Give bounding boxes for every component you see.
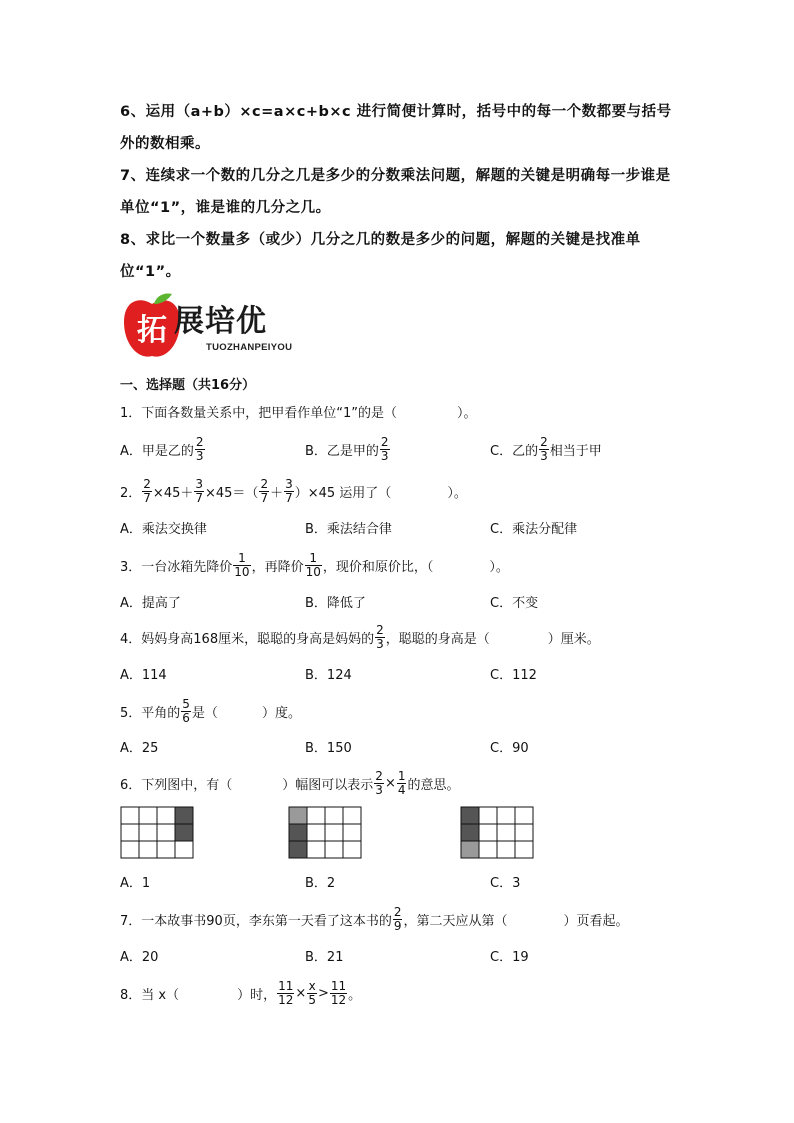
grid-cell bbox=[479, 807, 497, 824]
q1-option-b[interactable]: B．乙是甲的 $\frac{2}{3}$ bbox=[305, 434, 389, 463]
tip-6: 6、运用（a+b）×c=a×c+b×c 进行简便计算时，括号中的每一个数都要与括号外的数相乘。 bbox=[120, 104, 672, 152]
grid-cell-shaded bbox=[461, 841, 479, 858]
grid-cell bbox=[139, 841, 157, 858]
q3-option-c[interactable]: C．不变 bbox=[490, 595, 539, 611]
grid-cell bbox=[307, 841, 325, 858]
q6-figure-1 bbox=[120, 806, 196, 862]
grid-cell-shaded bbox=[289, 824, 307, 841]
grid-cell-shaded bbox=[461, 807, 479, 824]
q4-option-a[interactable]: A．114 bbox=[120, 667, 167, 683]
question-8: 8．当 x（ ）时， $\frac{11}{12}$ × $\frac{x}{5}$ > $\frac{11}{12}$ 。 bbox=[120, 978, 362, 1007]
q6-option-a[interactable]: A．1 bbox=[120, 875, 151, 891]
q2-option-c[interactable]: C．乘法分配律 bbox=[490, 521, 578, 537]
q2-option-a[interactable]: A．乘法交换律 bbox=[120, 521, 207, 537]
q6-figure-2 bbox=[288, 806, 364, 862]
q6-figure-3 bbox=[460, 806, 536, 862]
question-1: 1．下面各数量关系中，把甲看作单位“1”的是（ ）。 bbox=[120, 405, 477, 421]
logo-subtitle: TUOZHANPEIYOU bbox=[206, 342, 293, 353]
q4-option-b[interactable]: B．124 bbox=[305, 667, 352, 683]
grid-cell bbox=[139, 824, 157, 841]
logo-title: 展培优 bbox=[174, 304, 267, 339]
q5-option-b[interactable]: B．150 bbox=[305, 740, 352, 756]
q6-option-c[interactable]: C．3 bbox=[490, 875, 521, 891]
brand-logo bbox=[122, 290, 312, 362]
grid-cell bbox=[479, 824, 497, 841]
question-6: 6．下列图中，有（ ）幅图可以表示 $\frac{2}{3}$ × $\frac{1}{4}$ 的意思。 bbox=[120, 768, 460, 797]
q7-option-c[interactable]: C．19 bbox=[490, 949, 529, 965]
svg-text:拓: 拓 bbox=[137, 313, 167, 348]
q1-option-c[interactable]: C．乙的 $\frac{2}{3}$ 相当于甲 bbox=[490, 434, 602, 463]
q3-option-a[interactable]: A．提高了 bbox=[120, 595, 181, 611]
q7-option-a[interactable]: A．20 bbox=[120, 949, 159, 965]
grid-cell bbox=[497, 841, 515, 858]
question-4: 4．妈妈身高168厘米，聪聪的身高是妈妈的 $\frac{2}{3}$ ，聪聪的身高是（ ）厘米。 bbox=[120, 622, 600, 651]
tip-8: 8、求比一个数量多（或少）几分之几的数是多少的问题，解题的关键是找准单位“1”。 bbox=[120, 232, 641, 280]
grid-cell bbox=[307, 807, 325, 824]
grid-cell bbox=[325, 841, 343, 858]
grid-cell bbox=[515, 841, 533, 858]
q6-option-b[interactable]: B．2 bbox=[305, 875, 336, 891]
question-5: 5．平角的 $\frac{5}{6}$ 是（ ）度。 bbox=[120, 696, 301, 725]
grid-cell bbox=[343, 841, 361, 858]
grid-cell bbox=[307, 824, 325, 841]
q1-option-a[interactable]: A．甲是乙的 $\frac{2}{3}$ bbox=[120, 434, 204, 463]
question-3: 3．一台冰箱先降价 $\frac{1}{10}$ ，再降价 $\frac{1}{10}$ ，现价和原价比，（ ）。 bbox=[120, 550, 509, 579]
tip-7: 7、连续求一个数的几分之几是多少的分数乘法问题，解题的关键是明确每一步谁是单位“1”，谁是谁的几分之几。 bbox=[120, 168, 671, 216]
grid-cell bbox=[121, 824, 139, 841]
grid-cell-shaded bbox=[175, 807, 193, 824]
grid-cell bbox=[157, 807, 175, 824]
grid-cell bbox=[515, 807, 533, 824]
grid-cell bbox=[325, 807, 343, 824]
grid-cell bbox=[157, 824, 175, 841]
grid-cell bbox=[343, 824, 361, 841]
grid-cell bbox=[175, 841, 193, 858]
grid-cell bbox=[121, 807, 139, 824]
grid-cell bbox=[121, 841, 139, 858]
q3-option-b[interactable]: B．降低了 bbox=[305, 595, 366, 611]
grid-cell bbox=[343, 807, 361, 824]
grid-cell bbox=[497, 807, 515, 824]
apple-logo-icon bbox=[122, 290, 182, 362]
grid-cell bbox=[479, 841, 497, 858]
question-7: 7．一本故事书90页，李东第一天看了这本书的 $\frac{2}{9}$ ，第二天应从第（ ）页看起。 bbox=[120, 904, 629, 933]
section-title: 一、选择题（共16分） bbox=[120, 378, 256, 393]
q4-option-c[interactable]: C．112 bbox=[490, 667, 537, 683]
grid-cell-shaded bbox=[289, 807, 307, 824]
grid-cell bbox=[515, 824, 533, 841]
question-2: 2． $\frac{2}{7}$ ×45＋ $\frac{3}{7}$ ×45＝（ $\frac{2}{7}$ ＋ $\frac{3}{7}$ ）×45 运用了（ ）。 bbox=[120, 476, 467, 505]
grid-cell-shaded bbox=[461, 824, 479, 841]
grid-cell bbox=[497, 824, 515, 841]
grid-cell bbox=[139, 807, 157, 824]
q2-option-b[interactable]: B．乘法结合律 bbox=[305, 521, 392, 537]
grid-cell-shaded bbox=[289, 841, 307, 858]
q5-option-a[interactable]: A．25 bbox=[120, 740, 159, 756]
grid-cell bbox=[157, 841, 175, 858]
q7-option-b[interactable]: B．21 bbox=[305, 949, 344, 965]
q5-option-c[interactable]: C．90 bbox=[490, 740, 529, 756]
grid-cell-shaded bbox=[175, 824, 193, 841]
grid-cell bbox=[325, 824, 343, 841]
